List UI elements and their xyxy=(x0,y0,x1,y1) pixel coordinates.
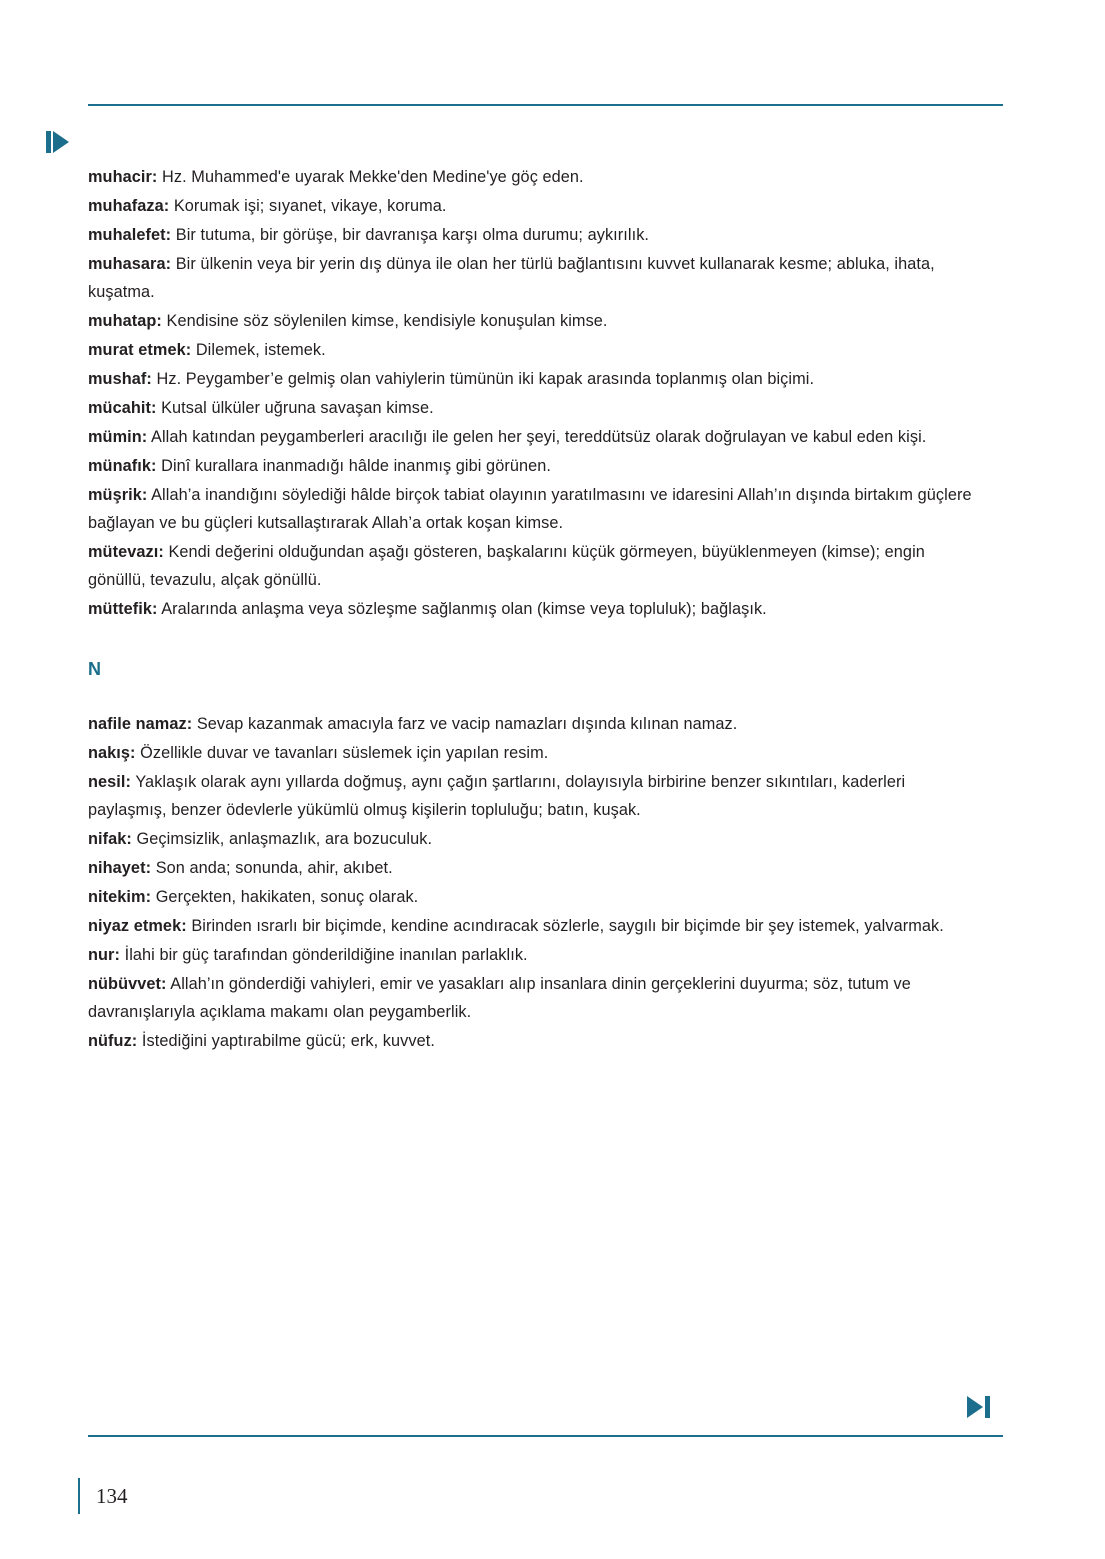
glossary-definition: Son anda; sonunda, ahir, akıbet. xyxy=(155,859,393,878)
glossary-definition: Kendi değerini olduğundan aşağı gösteren, başkalarını küçük görmeyen, büyüklenmeyen (kimse); engin gönüllü, tevazulu, alçak gönüllü. xyxy=(88,543,925,590)
footer-divider xyxy=(88,1435,1003,1437)
glossary-entry xyxy=(88,768,978,824)
glossary-entry xyxy=(88,595,978,623)
glossary-term: nihayet: xyxy=(88,859,152,878)
glossary-entry xyxy=(88,307,978,335)
glossary-definition: İlahi bir güç tarafından gönderildiğine inanılan parlaklık. xyxy=(124,946,528,965)
glossary-definition: Allah’a inandığını söylediği hâlde birçok tabiat olayının yaratılmasını ve idaresini Allah’ın dışında birtakım güçlere bağlayan ve bu güçleri kutsallaştırarak Allah’a ortak koşan kimse. xyxy=(88,486,972,533)
glossary-entry xyxy=(88,452,978,480)
glossary-term: müttefik: xyxy=(88,600,158,619)
glossary-definition: Özellikle duvar ve tavanları süslemek için yapılan resim. xyxy=(140,744,549,763)
glossary-term: muhafaza: xyxy=(88,197,170,216)
glossary-definition: Hz. Muhammed'e uyarak Mekke'den Medine'ye göç eden. xyxy=(162,168,584,186)
glossary-entry xyxy=(88,481,978,537)
glossary-definition: Yaklaşık olarak aynı yıllarda doğmuş, aynı çağın şartlarını, dolayısıyla birbirine benzer sıkıntıları, kaderleri paylaşmış, benzer ödevlerle yükümlü olmuş kişilerin topluluğu; batın, kuşak. xyxy=(88,773,906,820)
glossary-definition: Bir tutuma, bir görüşe, bir davranışa karşı olma durumu; aykırılık. xyxy=(175,226,650,245)
glossary-entry xyxy=(88,1027,978,1055)
glossary-term: nüfuz: xyxy=(88,1032,138,1051)
glossary-definition: Korumak işi; sıyanet, vikaye, koruma. xyxy=(173,197,447,216)
glossary-term: nesil: xyxy=(88,773,132,792)
glossary-term: nakış: xyxy=(88,744,136,763)
glossary-definition: Kutsal ülküler uğruna savaşan kimse. xyxy=(161,399,434,418)
previous-page-marker[interactable] xyxy=(46,131,69,153)
glossary-entry xyxy=(88,739,978,767)
glossary-term: muhacir: xyxy=(88,168,158,186)
glossary-definition: Gerçekten, hakikaten, sonuç olarak. xyxy=(155,888,419,907)
glossary-term: mütevazı: xyxy=(88,543,164,562)
glossary-term: muhasara: xyxy=(88,255,172,274)
next-page-marker[interactable] xyxy=(967,1396,990,1418)
glossary-term: nafile namaz: xyxy=(88,715,193,734)
triangle-right-icon xyxy=(967,1396,983,1418)
section-letter-heading: N xyxy=(88,659,101,680)
glossary-entry xyxy=(88,883,978,911)
glossary-entry xyxy=(88,710,978,738)
glossary-term: nübüvvet: xyxy=(88,975,167,994)
glossary-term: münafık: xyxy=(88,457,157,476)
glossary-term: mücahit: xyxy=(88,399,157,418)
glossary-term: niyaz etmek: xyxy=(88,917,187,936)
glossary-entry xyxy=(88,941,978,969)
glossary-term: nitekim: xyxy=(88,888,152,907)
glossary-definition: Allah katından peygamberleri aracılığı ile gelen her şeyi, tereddütsüz olarak doğrulayan ve kabul eden kişi. xyxy=(151,428,927,447)
marker-bar-icon xyxy=(985,1396,990,1418)
glossary-term: nifak: xyxy=(88,830,132,849)
footer-tick-icon xyxy=(78,1478,80,1514)
glossary-definition: Sevap kazanmak amacıyla farz ve vacip namazları dışında kılınan namaz. xyxy=(196,715,738,734)
marker-bar-icon xyxy=(46,131,51,153)
glossary-entry xyxy=(88,336,978,364)
glossary-definition: Birinden ısrarlı bir biçimde, kendine acındıracak sözlerle, saygılı bir biçimde bir şey istemek, yalvarmak. xyxy=(191,917,944,936)
glossary-term: mushaf: xyxy=(88,370,152,389)
glossary-definition: Bir ülkenin veya bir yerin dış dünya ile olan her türlü bağlantısını kuvvet kullanarak kesme; abluka, ihata, kuşatma. xyxy=(88,255,935,302)
glossary-entry xyxy=(88,221,978,249)
glossary-term: müşrik: xyxy=(88,486,148,505)
glossary-term: nur: xyxy=(88,946,120,965)
glossary-definition: Dilemek, istemek. xyxy=(195,341,326,360)
glossary-term: muhalefet: xyxy=(88,226,172,245)
triangle-right-icon xyxy=(53,131,69,153)
glossary-term: murat etmek: xyxy=(88,341,192,360)
glossary-entry xyxy=(88,365,978,393)
glossary-term: mümin: xyxy=(88,428,148,447)
glossary-content xyxy=(88,163,978,1056)
glossary-definition: Aralarında anlaşma veya sözleşme sağlanmış olan (kimse veya topluluk); bağlaşık. xyxy=(161,600,767,619)
glossary-definition: Allah’ın gönderdiği vahiyleri, emir ve yasakları alıp insanlara dinin gerçeklerini duyurma; söz, tutum ve davranışlarıyla açıklama makamı olan peygamberlik. xyxy=(88,975,911,1022)
glossary-entry xyxy=(88,970,978,1026)
glossary-entry xyxy=(88,538,978,594)
glossary-definition: Hz. Peygamber’e gelmiş olan vahiylerin tümünün iki kapak arasında toplanmış olan biçimi. xyxy=(156,370,815,389)
glossary-entry xyxy=(88,163,978,191)
glossary-term: muhatap: xyxy=(88,312,162,331)
header-divider xyxy=(88,104,1003,106)
glossary-entry xyxy=(88,854,978,882)
page-number: 134 xyxy=(96,1483,128,1508)
glossary-entry xyxy=(88,250,978,306)
glossary-definition: Dinî kurallara inanmadığı hâlde inanmış gibi görünen. xyxy=(161,457,551,476)
glossary-entry xyxy=(88,423,978,451)
glossary-entry xyxy=(88,394,978,422)
glossary-entry xyxy=(88,912,978,940)
glossary-definition: Geçimsizlik, anlaşmazlık, ara bozuculuk. xyxy=(136,830,433,849)
page-footer xyxy=(78,1478,128,1514)
glossary-entry xyxy=(88,192,978,220)
glossary-definition: Kendisine söz söylenilen kimse, kendisiyle konuşulan kimse. xyxy=(166,312,608,331)
glossary-entry xyxy=(88,825,978,853)
glossary-definition: İstediğini yaptırabilme gücü; erk, kuvvet. xyxy=(141,1032,435,1051)
